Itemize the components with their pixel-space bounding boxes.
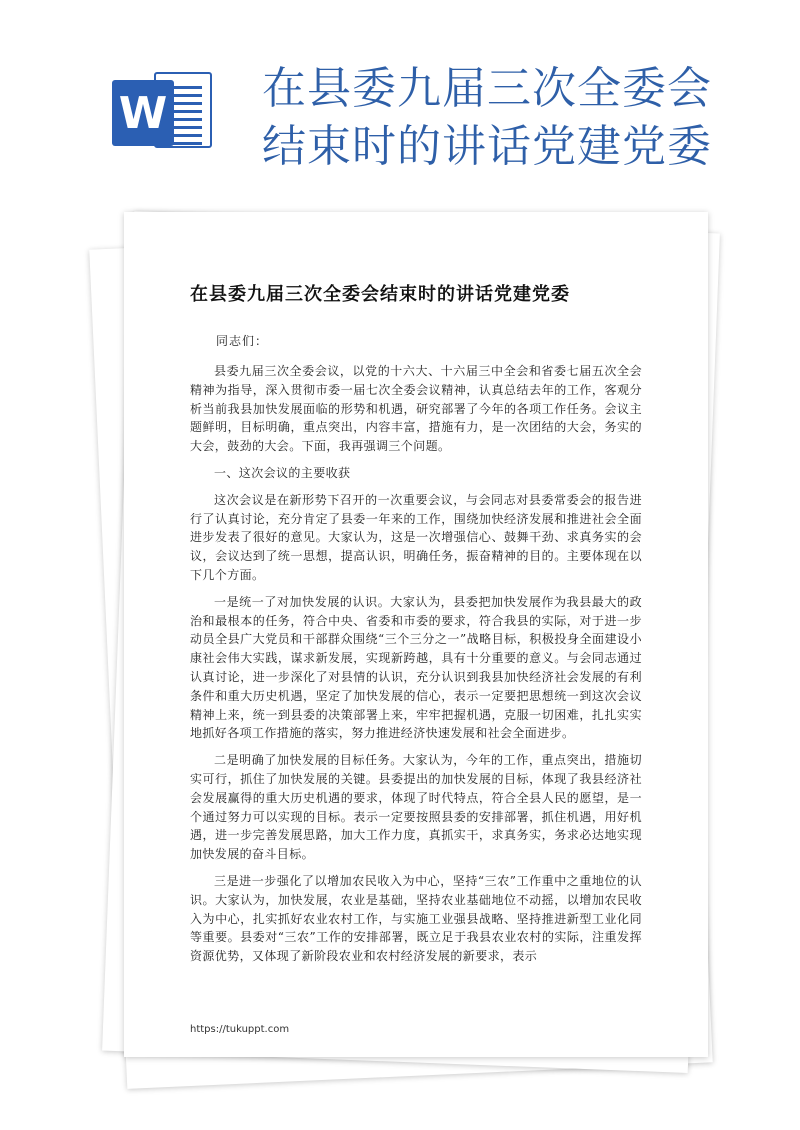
document-greeting: 同志们：	[216, 334, 269, 348]
word-logo-letter: W	[112, 80, 174, 146]
paragraph-summary: 这次会议是在新形势下召开的一次重要会议，与会同志对县委常委会的报告进行了认真讨论，充分肯定了县委一年来的工作，围绕加快经济发展和推进社会全面进步发表了很好的意见。大家认为，这是一次增强信心、鼓舞干劲、求真务实的会议，会议达到了统一思想，提高认识，明确任务，振奋精神的目的。主要体现在以下几个方面。	[190, 492, 642, 582]
document-title: 在县委九届三次全委会结束时的讲话党建党委	[190, 284, 570, 305]
word-document-icon	[112, 66, 216, 154]
paragraph-point-three: 三是进一步强化了以增加农民收入为中心，坚持“三农”工作重中之重地位的认识。大家认为，加快发展，农业是基础，坚持农业基础地位不动摇，以增加农民收入为中心，扎实抓好农业农村工作，与实施工业强县战略、坚持推进新型工业化同等重要。县委对“三农”工作的安排部署，既立足于我县农业农村的实际，注重发挥资源优势，又体现了新阶段农业和农村经济发展的新要求，表示	[190, 873, 642, 964]
footer-url[interactable]: https://tukuppt.com	[190, 1024, 290, 1035]
paragraph-intro: 县委九届三次全委会议，以党的十六大、十六届三中全会和省委七届五次全会精神为指导，深入贯彻市委一届七次全委会议精神，认真总结去年的工作，客观分析当前我县加快发展面临的形势和机遇，研究部署了今年的各项工作任务。会议主题鲜明，目标明确，重点突出，内容丰富，措施有力，是一次团结的大会，务实的大会，鼓劲的大会。下面，我再强调三个问题。	[190, 364, 642, 454]
document-page	[124, 212, 708, 1057]
banner-title: 在县委九届三次全委会结束时的讲话党建党委	[262, 63, 712, 172]
paragraph-point-two: 二是明确了加快发展的目标任务。大家认为，今年的工作，重点突出，措施切实可行，抓住了加快发展的关键。县委提出的加快发展的目标，体现了我县经济社会发展赢得的重大历史机遇的要求，体现了时代特点，符合全县人民的愿望，是一个通过努力可以实现的目标。表示一定要按照县委的安排部署，抓住机遇，用好机遇，进一步完善发展思路，加大工作力度，真抓实干，求真务实，务求必达地实现加快发展的奋斗目标。	[190, 753, 642, 862]
document-body	[190, 362, 642, 974]
page-header	[0, 0, 800, 200]
section-heading: 一、这次会议的主要收获	[214, 465, 351, 480]
paragraph-point-one: 一是统一了对加快发展的认识。大家认为，县委把加快发展作为我县最大的政治和最根本的任务，符合中央、省委和市委的要求，符合我县的实际，对于进一步动员全县广大党员和干部群众围绕“三个三分之一”战略目标，积极投身全面建设小康社会伟大实践，谋求新发展，实现新跨越，具有十分重要的意义。与会同志通过认真讨论，进一步深化了对县情的认识，充分认识到我县加快经济社会发展的有利条件和重大历史机遇，坚定了加快发展的信心，表示一定要把思想统一到这次会议精神上来，统一到县委的决策部署上来，牢牢把握机遇，克服一切困难，扎扎实实地抓好各项工作措施的落实，努力推进经济快速发展和社会全面进步。	[190, 594, 642, 741]
